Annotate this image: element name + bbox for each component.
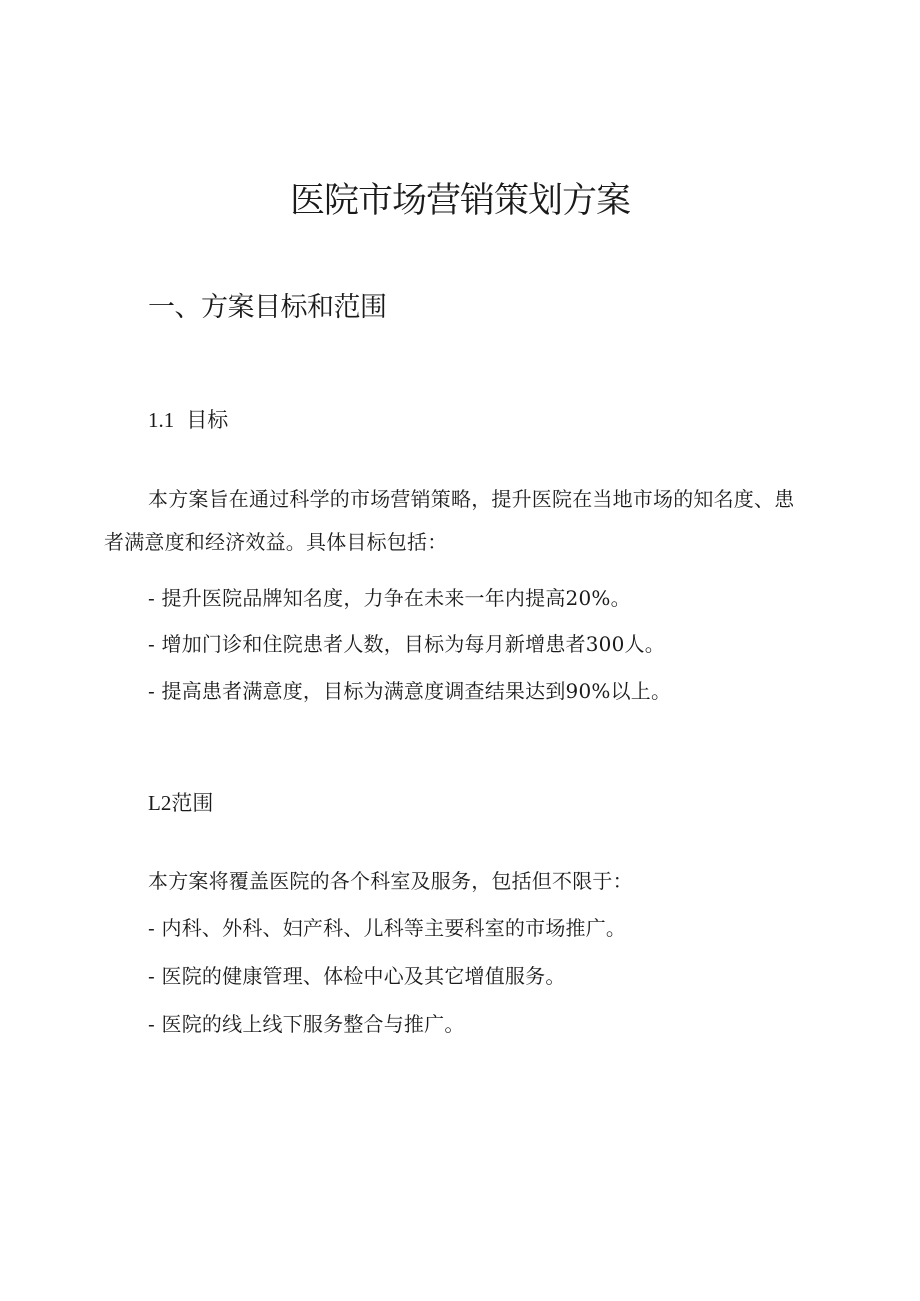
subsection-number: L2 [148,791,172,815]
scope-item: - 内科、外科、妇产科、儿科等主要科室的市场推广。 [148,916,627,940]
goals-intro-paragraph: 本方案旨在通过科学的市场营销策略，提升医院在当地市场的知名度、患者满意度和经济效益。具体目标包括： [104,487,795,554]
subsection-heading-scope [148,788,213,818]
scope-item: - 医院的健康管理、体检中心及其它增值服务。 [148,964,566,988]
subsection-label: 范围 [171,791,214,815]
document-title: 医院市场营销策划方案 [289,181,630,221]
subsection-label: 目标 [186,408,229,432]
goal-item: - 提升医院品牌知名度，力争在未来一年内提高20%。 [148,586,631,610]
section-heading-goals-scope: 一、方案目标和范围 [148,292,387,323]
scope-item: - 医院的线上线下服务整合与推广。 [148,1012,465,1036]
subsection-number: 1.1 [148,408,175,432]
subsection-heading-goals [148,405,228,435]
goal-item: - 提高患者满意度，目标为满意度调查结果达到90%以上。 [148,679,672,703]
scope-intro-paragraph: 本方案将覆盖医院的各个科室及服务，包括但不限于： [148,869,633,893]
goal-item: - 增加门诊和住院患者人数，目标为每月新增患者300人。 [148,632,665,656]
